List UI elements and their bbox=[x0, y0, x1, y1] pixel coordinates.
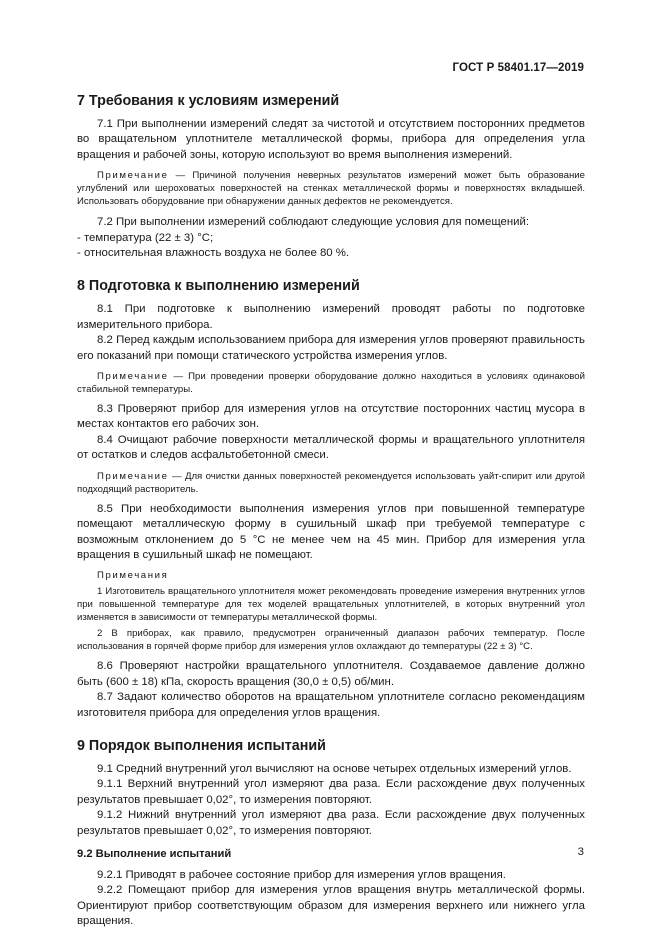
paragraph-8-7: 8.7 Задают количество оборотов на вращательном уплотнителе согласно рекомендациям изготовителя прибора для определения углов вращения. bbox=[77, 691, 585, 719]
note-label: Примечание bbox=[97, 170, 169, 182]
paragraph-8-4: 8.4 Очищают рабочие поверхности металлической формы и вращательного уплотнителя от остатков и следов асфальтобетонной смеси. bbox=[77, 433, 585, 462]
note-text: — Причиной получения неверных результатов измерений может быть образование углублений или шероховатых поверхностей на стенках металлической формы и поверхностях вкладышей. Использовать оборудование при обнаружении данных дефектов не рекомендуется. bbox=[77, 170, 585, 208]
section-8-title: 8 Подготовка к выполнению измерений bbox=[77, 278, 360, 295]
note-label: Примечание bbox=[97, 470, 169, 482]
page-number: 3 bbox=[577, 846, 584, 858]
note-8-4 bbox=[77, 470, 585, 496]
page-content bbox=[77, 90, 585, 930]
condition-humidity: - относительная влажность воздуха не более 80 %. bbox=[77, 247, 350, 260]
note-8-5-2: 2 В приборах, как правило, предусмотрен ограниченный диапазон рабочих температур. После использования в горячей форме прибор для измерения углов охлаждают до температуры (22 ± 3) °C. bbox=[77, 628, 585, 653]
note-7 bbox=[77, 169, 585, 208]
paragraph-9-2-2: 9.2.2 Помещают прибор для измерения углов вращения внутрь металлической формы. Ориентируют прибор соответствующим образом для измерения верхнего или нижнего угла вращения. bbox=[77, 884, 585, 928]
paragraph-8-5: 8.5 При необходимости выполнения измерения углов при повышенной температуре помещают металлическую форму в сушильный шкаф при требуемой температуре с возможным отклонением до 5 °C не менее чем на 45 мин. Прибор для измерения угла вращения в сушильный шкаф не помещают. bbox=[77, 502, 585, 561]
note-8-2 bbox=[77, 370, 585, 396]
document-standard-id: ГОСТ Р 58401.17—2019 bbox=[452, 62, 584, 74]
note-label: Примечание bbox=[97, 371, 169, 383]
paragraph-9-2-1: 9.2.1 Приводят в рабочее состояние прибор для измерения углов вращения. bbox=[97, 868, 506, 881]
paragraph-7-1: 7.1 При выполнении измерений следят за чистотой и отсутствием посторонних предметов во вращательном уплотнителе металлической формы, прибора для определения угла вращения и рабочей зоны, которую используют во время выполнения измерений. bbox=[77, 118, 585, 161]
note-8-5-1: 1 Изготовитель вращательного уплотнителя может рекомендовать проведение измерения внутренних углов при повышенной температуре для тех моделей вращательных уплотнителей, в которых внутренний угол изменяется в зависимости от температуры металлической формы. bbox=[77, 586, 585, 624]
section-7-title: 7 Требования к условиям измерений bbox=[77, 93, 340, 109]
section-9-title: 9 Порядок выполнения испытаний bbox=[77, 737, 326, 754]
paragraph-8-3: 8.3 Проверяют прибор для измерения углов на отсутствие посторонних частиц мусора в местах контактов его рабочих зон. bbox=[77, 403, 585, 431]
paragraph-9-1-2: 9.1.2 Нижний внутренний угол измеряют два раза. Если расхождение двух полученных результатов превышает 0,02°, то измерения повторяют. bbox=[77, 809, 585, 837]
paragraph-9-1: 9.1 Средний внутренний угол вычисляют на основе четырех отдельных измерений углов. bbox=[97, 762, 572, 775]
subsection-9-2-title: 9.2 Выполнение испытаний bbox=[77, 847, 232, 860]
condition-temperature: - температура (22 ± 3) °C; bbox=[77, 231, 214, 244]
paragraph-8-2: 8.2 Перед каждым использованием прибора для измерения углов проверяют правильность его показаний при помощи статического устройства измерения углов. bbox=[77, 334, 585, 362]
paragraph-7-2: 7.2 При выполнении измерений соблюдают следующие условия для помещений: bbox=[97, 216, 530, 229]
note-text: — Для очистки данных поверхностей рекомендуется использовать уайт-спирит или другой подходящий растворитель. bbox=[77, 470, 585, 495]
notes-heading: Примечания bbox=[97, 570, 169, 582]
note-text: — При проведении проверки оборудование должно находиться в условиях одинаковой стабильной температуры. bbox=[77, 371, 585, 396]
paragraph-9-1-1: 9.1.1 Верхний внутренний угол измеряют два раза. Если расхождение двух полученных результатов превышает 0,02°, то измерения повторяют. bbox=[77, 778, 585, 806]
paragraph-8-1: 8.1 При подготовке к выполнению измерений проводят работы по подготовке измерительного прибора. bbox=[77, 303, 585, 331]
paragraph-8-6: 8.6 Проверяют настройки вращательного уплотнителя. Создаваемое давление должно быть (600 ± 18) кПа, скорость вращения (30,0 ± 0,5) об/мин. bbox=[77, 660, 585, 688]
